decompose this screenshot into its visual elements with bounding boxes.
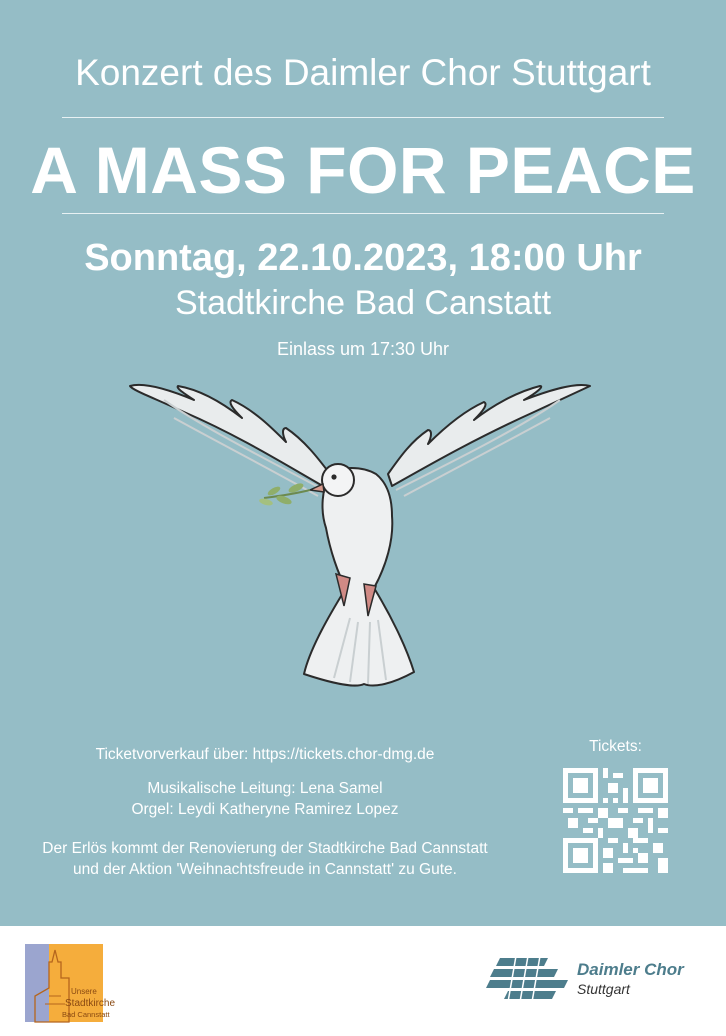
musical-direction: Musikalische Leitung: Lena Samel [147, 780, 383, 797]
qr-code-icon[interactable] [563, 764, 668, 877]
proceeds-note [20, 838, 510, 880]
divider-bottom [62, 213, 664, 214]
svg-text:Stadtkirche: Stadtkirche [65, 998, 116, 1009]
svg-text:Bad Cannstatt: Bad Cannstatt [62, 1010, 110, 1019]
proceeds-line-2: und der Aktion 'Weihnachtsfreude in Cannstatt' zu Gute. [73, 861, 457, 878]
date-time: Sonntag, 22.10.2023, 18:00 Uhr [84, 237, 642, 279]
proceeds-line-1: Der Erlös kommt der Renovierung der Stadtkirche Bad Cannstatt [42, 840, 488, 857]
venue: Stadtkirche Bad Canstatt [174, 284, 552, 322]
ticket-presale-info: Ticketvorverkauf über: https://tickets.chor-dmg.de [95, 746, 435, 763]
admission-time: Einlass um 17:30 Uhr [276, 339, 450, 359]
stadtkirche-logo [25, 944, 116, 1022]
choir-name: Daimler Chor [577, 960, 684, 979]
poster-kicker: Konzert des Daimler Chor Stuttgart [75, 52, 651, 93]
choir-city: Stuttgart [577, 981, 630, 997]
poster-title: A MASS FOR PEACE [30, 133, 696, 207]
credits [40, 778, 490, 820]
organist: Orgel: Leydi Katheryne Ramirez Lopez [131, 801, 399, 818]
divider-top [62, 117, 664, 118]
dove-illustration [124, 378, 600, 700]
svg-text:Unsere: Unsere [71, 987, 97, 996]
footer [0, 926, 726, 1036]
qr-label: Tickets: [589, 738, 642, 755]
